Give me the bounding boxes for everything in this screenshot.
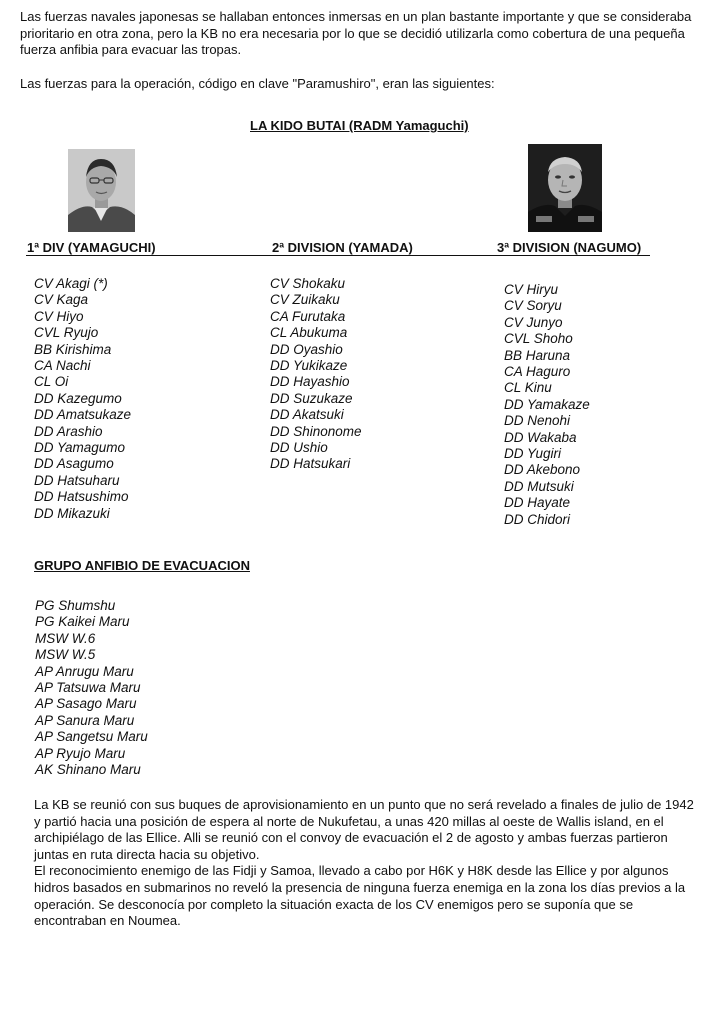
grupo-anfibio-title: GRUPO ANFIBIO DE EVACUACION — [34, 558, 250, 573]
ship-item: AP Ryujo Maru — [35, 745, 126, 761]
ship-item: DD Suzukaze — [270, 390, 353, 406]
ship-item: BB Haruna — [504, 347, 571, 363]
ship-item: CA Furutaka — [270, 308, 346, 324]
ship-item: BB Kirishima — [34, 341, 112, 357]
ship-item: CA Haguro — [504, 364, 571, 380]
ship-item: DD Yamagumo — [34, 440, 126, 456]
ship-item: DD Oyashio — [270, 341, 343, 357]
ship-item: CVL Shoho — [504, 331, 573, 347]
division-header-underline — [26, 255, 650, 256]
ship-item: CL Kinu — [504, 380, 552, 396]
ship-item: PG Kaikei Maru — [35, 614, 130, 630]
ship-item: AP Anrugu Maru — [35, 663, 134, 679]
ship-item: CV Kaga — [34, 292, 89, 308]
ship-item: DD Mikazuki — [34, 505, 110, 521]
division-1-ship-list — [34, 276, 131, 522]
ship-item: CV Soryu — [504, 298, 562, 314]
division-2-ship-list — [270, 276, 362, 473]
ship-item: DD Asagumo — [34, 456, 114, 472]
ship-item: AK Shinano Maru — [35, 762, 141, 778]
ship-item: AP Sasago Maru — [35, 696, 137, 712]
ship-item: CL Oi — [34, 374, 69, 390]
ship-item: DD Akebono — [504, 462, 581, 478]
ship-item: DD Hayate — [504, 495, 571, 511]
ship-item: DD Yugiri — [504, 446, 562, 462]
closing-paragraph — [34, 797, 694, 930]
ship-item: AP Sanura Maru — [35, 712, 135, 728]
ship-item: CV Junyo — [504, 314, 563, 330]
division-3-heading: 3ª DIVISION (NAGUMO) — [497, 240, 642, 255]
division-3-ship-list — [504, 282, 590, 528]
division-2-heading: 2ª DIVISION (YAMADA) — [272, 240, 413, 255]
closing-line-1: La KB se reunió con sus buques de aprovisionamiento en un punto que no será revelado a finales de julio de 1942 y partió hacia una posición de espera al norte de Nukufetau, a unas 420 millas al oeste de Wallis island, en el archipiélago de las Ellice. Alli se reunió con el convoy de evacuación el 2 de agosto y ambas fuerzas partieron juntas en ruta directa hacia su objetivo. — [34, 797, 694, 862]
ship-item: DD Yamakaze — [504, 396, 590, 412]
intro-paragraph-1: Las fuerzas navales japonesas se hallaban entonces inmersas en un plan bastante importante y que se consideraba prioritario en otra zona, pero la KB no era necesaria por lo que se decidió utilizarla como cobertura de una pequeña fuerza anfibia para evacuar las tropas. — [20, 9, 692, 57]
closing-line-2: El reconocimiento enemigo de las Fidji y Samoa, llevado a cabo por H6K y H8K desde las Ellice y por algunos hidros basados en submarinos no reveló la presencia de ninguna fuerza enemiga en la zona los días previos a la operación. Se desconocía por completo la situación exacta de los CV enemigos pero se suponía que se encontraban en Noumea. — [34, 863, 686, 929]
ship-item: AP Sangetsu Maru — [35, 729, 148, 745]
ship-item: DD Arashio — [34, 423, 103, 439]
ship-item: DD Shinonome — [270, 423, 362, 439]
division-1-heading: 1ª DIV (YAMAGUCHI) — [27, 240, 156, 255]
ship-item: CVL Ryujo — [34, 325, 99, 341]
ship-item: DD Hatsukari — [270, 456, 351, 472]
ship-item: DD Hayashio — [270, 374, 350, 390]
kido-butai-title: LA KIDO BUTAI (RADM Yamaguchi) — [250, 118, 469, 133]
ship-item: DD Wakaba — [504, 429, 577, 445]
portrait-left-image — [68, 149, 135, 232]
ship-item: CV Zuikaku — [270, 292, 340, 308]
ship-item: PG Shumshu — [35, 598, 116, 613]
ship-item: DD Amatsukaze — [34, 407, 132, 423]
ship-item: DD Chidori — [504, 511, 571, 527]
ship-item: DD Nenohi — [504, 413, 571, 429]
ship-item: DD Kazegumo — [34, 390, 122, 406]
portrait-photo-right — [528, 144, 602, 232]
ship-item: DD Hatsuharu — [34, 472, 120, 488]
ship-item: AP Tatsuwa Maru — [35, 680, 141, 696]
ship-item: DD Ushio — [270, 440, 328, 456]
ship-item: CV Hiryu — [504, 282, 559, 297]
portrait-right-image — [528, 144, 602, 232]
ship-item: DD Mutsuki — [504, 478, 574, 494]
intro-paragraph-2: Las fuerzas para la operación, código en clave "Paramushiro", eran las siguientes: — [20, 76, 495, 91]
ship-item: DD Hatsushimo — [34, 489, 129, 505]
ship-item: MSW W.5 — [35, 647, 96, 663]
ship-item: MSW W.6 — [35, 630, 96, 646]
ship-item: CL Abukuma — [270, 325, 348, 341]
ship-item: CV Akagi (*) — [34, 276, 108, 291]
grupo-anfibio-ship-list — [35, 598, 148, 778]
portrait-photo-left — [68, 149, 135, 232]
ship-item: CA Nachi — [34, 358, 91, 374]
ship-item: CV Hiyo — [34, 308, 84, 324]
ship-item: DD Akatsuki — [270, 407, 344, 423]
ship-item: CV Shokaku — [270, 276, 346, 291]
ship-item: DD Yukikaze — [270, 358, 348, 374]
